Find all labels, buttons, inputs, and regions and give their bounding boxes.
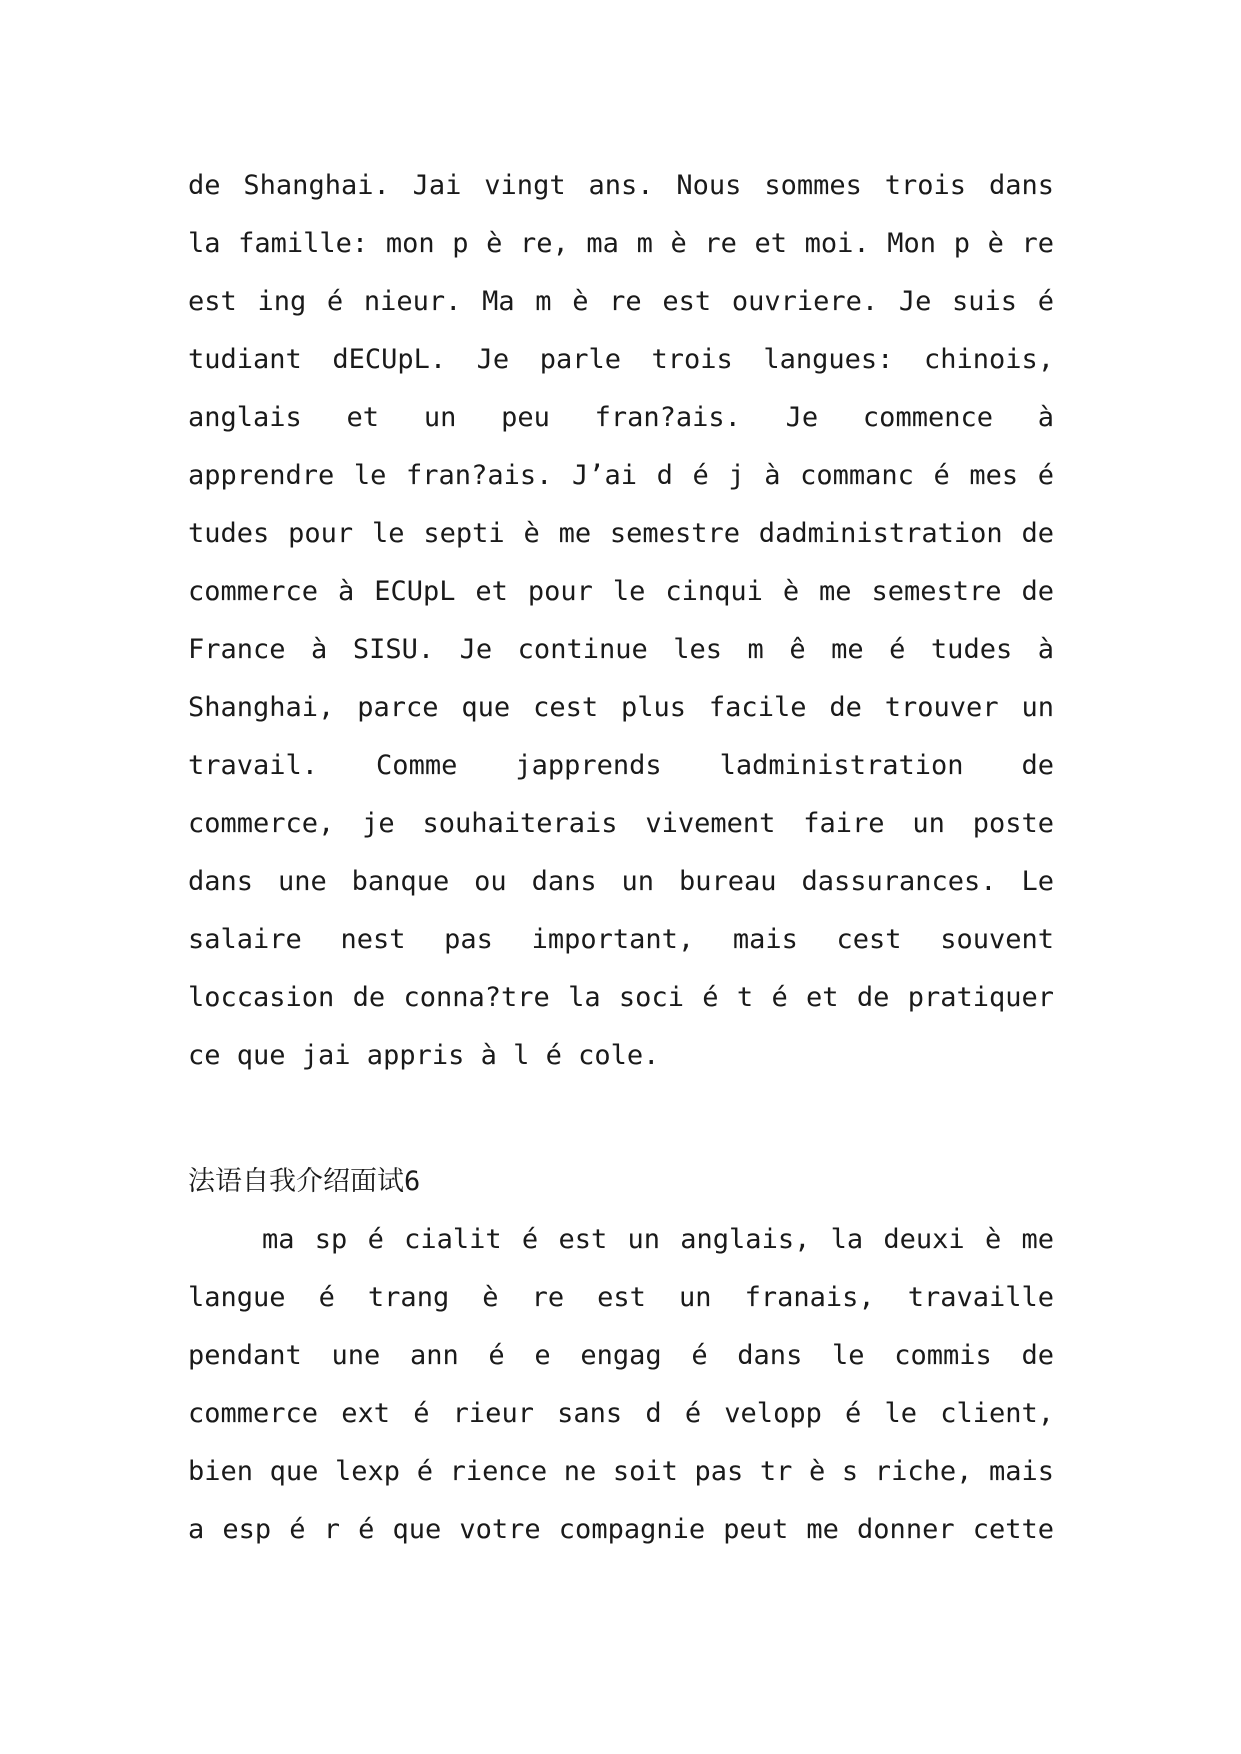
text-line: la famille: mon p è re, ma m è re et moi. Mon p è re <box>188 228 1054 259</box>
paragraph-interview <box>188 1211 1054 1559</box>
text-line: commerce ext é rieur sans d é velopp é le client, <box>188 1398 1054 1429</box>
text-line: anglais et un peu fran?ais. Je commence à <box>188 402 1054 433</box>
text-line: est ing é nieur. Ma m è re est ouvriere. Je suis é <box>188 286 1054 317</box>
text-line: a esp é r é que votre compagnie peut me donner cette <box>188 1514 1054 1545</box>
text-line: France à SISU. Je continue les m ê me é tudes à <box>188 634 1054 665</box>
text-line: bien que lexp é rience ne soit pas tr è s riche, mais <box>188 1456 1054 1487</box>
text-line: commerce à ECUpL et pour le cinqui è me semestre de <box>188 576 1054 607</box>
text-line: commerce, je souhaiterais vivement faire un poste <box>188 808 1054 839</box>
text-line: apprendre le fran?ais. J’ai d é j à commanc é mes é <box>188 460 1054 491</box>
text-line: travail. Comme japprends ladministration de <box>188 750 1054 781</box>
text-line: de Shanghai. Jai vingt ans. Nous sommes trois dans <box>188 170 1054 201</box>
text-line: langue é trang è re est un franais, travaille <box>188 1282 1054 1313</box>
text-line: tudes pour le septi è me semestre dadministration de <box>188 518 1054 549</box>
section-heading <box>188 1153 1054 1211</box>
text-line: Shanghai, parce que cest plus facile de trouver un <box>188 692 1054 723</box>
text-line: tudiant dECUpL. Je parle trois langues: chinois, <box>188 344 1054 375</box>
text-line: ce que jai appris à l é cole. <box>188 1040 660 1071</box>
paragraph-intro <box>188 157 1054 1085</box>
text-line: salaire nest pas important, mais cest souvent <box>188 924 1054 955</box>
text-line: loccasion de conna?tre la soci é t é et de pratiquer <box>188 982 1054 1013</box>
text-line: ma sp é cialit é est un anglais, la deuxi è me <box>262 1224 1054 1255</box>
text-line: dans une banque ou dans un bureau dassurances. Le <box>188 866 1054 897</box>
section-heading-text: 法语自我介绍面试6 <box>188 1166 421 1197</box>
text-line: pendant une ann é e engag é dans le commis de <box>188 1340 1054 1371</box>
